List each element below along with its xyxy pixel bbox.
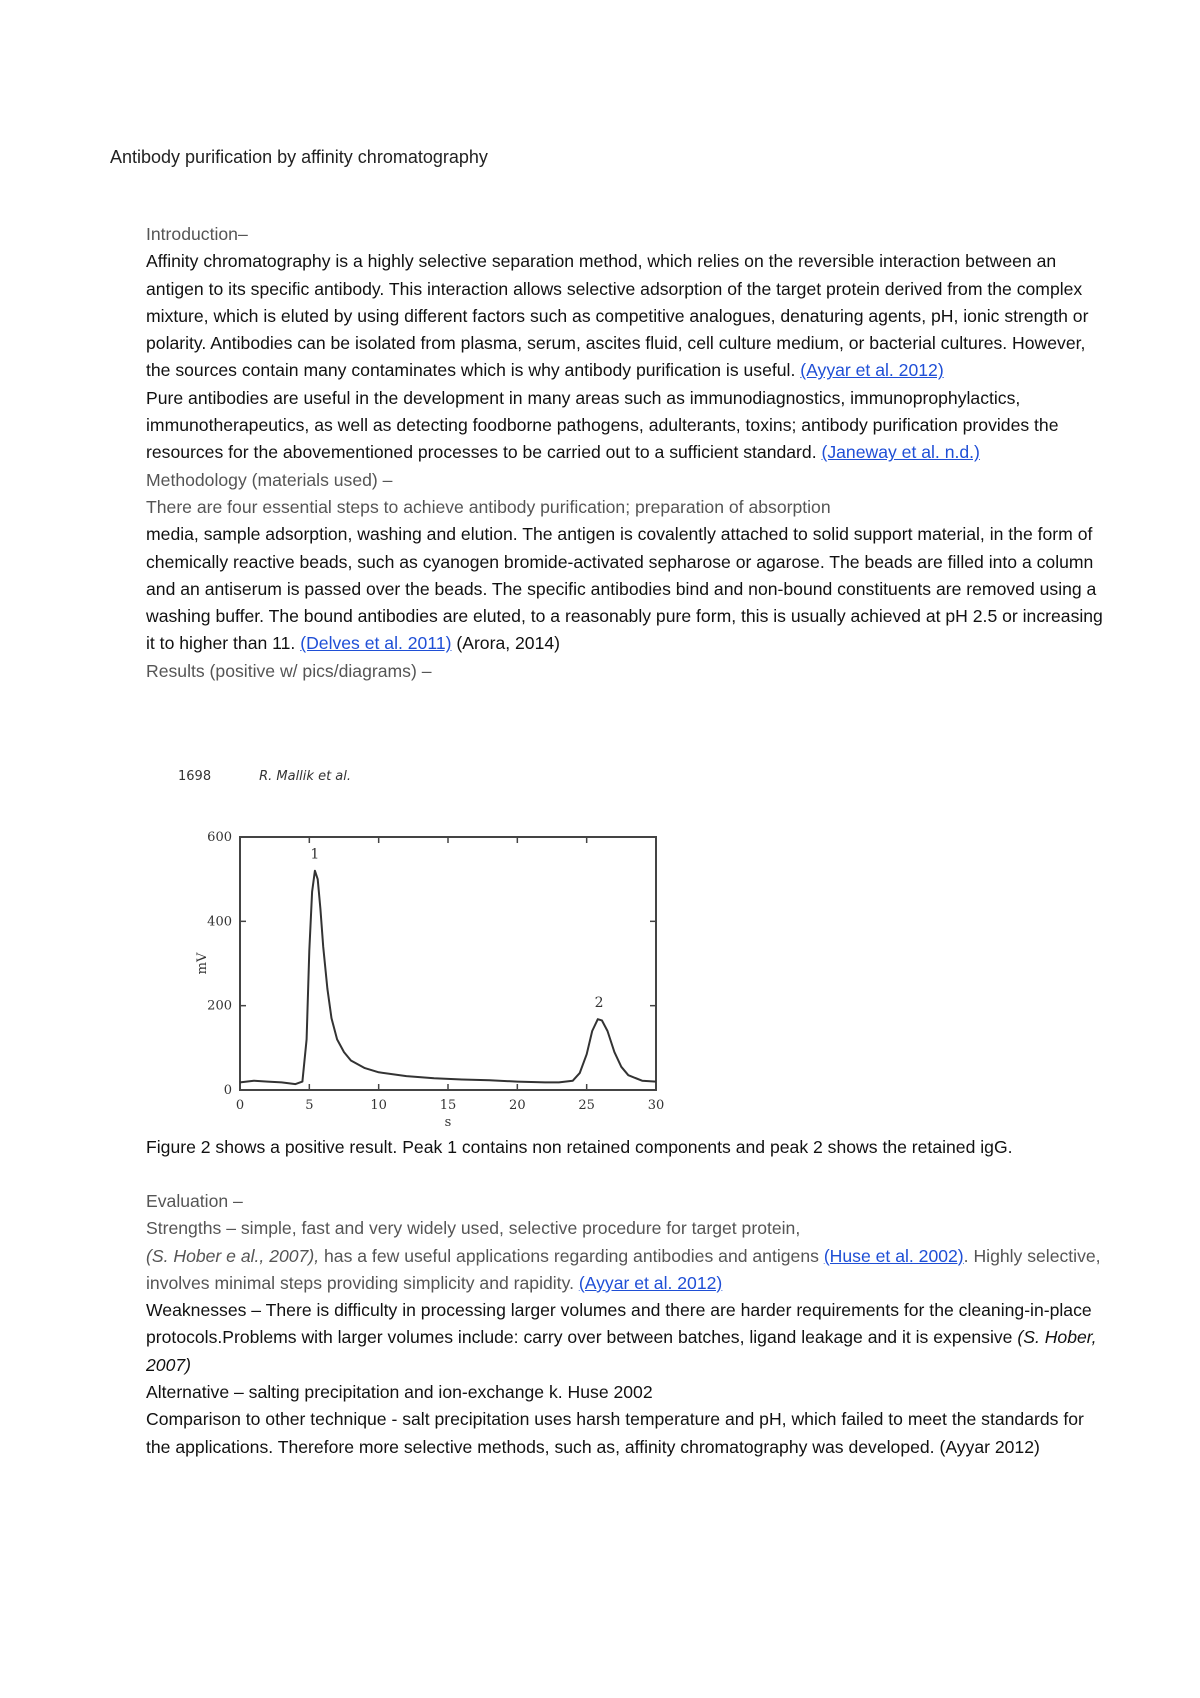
x-axis-label: s [444,1115,452,1130]
figure-page-number: 1698 [178,769,212,784]
y-tick-label: 600 [207,830,232,845]
intro-paragraph [146,248,1106,384]
citation-hober-1: (S. Hober e al., 2007), [146,1245,320,1266]
citation-hober-2: (S. Hober, 2007) [146,1327,1097,1375]
strengths-paragraph [146,1243,1106,1298]
x-tick-label: 0 [235,1098,245,1113]
citation-link-janeway[interactable]: (Janeway et al. n.d.) [821,442,980,463]
citation-link-delves[interactable]: (Delves et al. 2011) [300,633,452,654]
peak-label: 2 [594,995,604,1012]
method-text-2: media, sample adsorption, washing and elution. The antigen is covalently attached to solid support material, in the form of chemically reactive beads, such as cyanogen bromide-activated sepharose or agarose. The beads are filled into a column and an antiserum is passed over the beads. The specific antibodies bind and non-bound constituents are removed using a washing buffer. The bound antibodies are eluted, to a reasonably pure form, this is usually achieved at pH 2.5 or increasing it to higher than 11. [146,524,1103,654]
document-body [146,221,1106,685]
citation-arora: (Arora, 2014) [456,633,561,654]
intro-heading: Introduction– [146,224,248,244]
weaknesses-paragraph [146,1297,1106,1379]
weaknesses-text: Weaknesses – There is difficulty in processing larger volumes and there are harder requirements for the cleaning-in-place protocols.Problems with larger volumes include: carry over between batches, ligand leakage and it is expensive [146,1300,1092,1348]
method-text-1: There are four essential steps to achieve antibody purification; preparation of absorption [146,496,831,517]
evaluation-heading: Evaluation – [146,1191,243,1211]
strengths-text-3: . Highly selective, involves minimal steps providing simplicity and rapidity. [146,1245,1101,1293]
alternative-text: Alternative – salting precipitation and ion-exchange k. Huse 2002 [146,1382,653,1403]
peak-label: 1 [310,846,320,863]
y-tick-label: 400 [207,914,232,930]
y-tick-label: 0 [223,1083,232,1098]
x-tick-label: 30 [647,1098,665,1113]
intro-text: Affinity chromatography is a highly selective separation method, which relies on the reversible interaction between an antigen to its specific antibody. This interaction allows selective adsorption of the target protein derived from the complex mixture, which is eluted by using different factors such as competitive analogues, denaturing agents, pH, ionic strength or polarity. Antibodies can be isolated from plasma, serum, ascites fluid, cell culture medium, or bacterial cultures. However, the sources contain many contaminates which is why antibody purification is useful. [146,251,1089,381]
y-axis-label: mV [195,952,210,975]
figure-source-header [178,769,399,784]
figure-caption: Figure 2 shows a positive result. Peak 1 contains non retained components and peak 2 shows the retained igG. [146,1137,1013,1157]
intro-text-2: Pure antibodies are useful in the development in many areas such as immunodiagnostics, immunoprophylactics, immunotherapeutics, as well as detecting foodborne pathogens, adulterants, toxins; antibody purification provides the resources for the abovementioned processes to be carried out to a sufficient standard. [146,387,1059,463]
comparison-text: Comparison to other technique - salt precipitation uses harsh temperature and pH, which failed to meet the standards for the applications. Therefore more selective methods, such as, affinity chromatography was developed. (Ayyar 2012) [146,1409,1084,1457]
document-title: Antibody purification by affinity chromatography [110,147,488,167]
x-tick-label: 20 [509,1098,526,1113]
chromatogram-chart [160,800,670,1130]
citation-link-huse[interactable]: (Huse et al. 2002) [823,1245,964,1266]
intro-paragraph-2 [146,385,1106,467]
citation-link-ayyar-2[interactable]: (Ayyar et al. 2012) [578,1272,723,1293]
x-tick-label: 15 [439,1098,457,1113]
strengths-text: Strengths – simple, fast and very widely used, selective procedure for target protein, [146,1218,801,1239]
plot-frame [240,837,656,1090]
x-tick-label: 25 [578,1098,595,1113]
x-tick-label: 10 [370,1098,387,1113]
chromatogram-line [240,871,656,1084]
x-tick-label: 5 [305,1098,314,1113]
figure-author: R. Mallik et al. [259,769,352,784]
results-heading: Results (positive w/ pics/diagrams) – [146,660,432,681]
method-paragraph [146,521,1106,657]
method-heading: Methodology (materials used) – [146,469,393,490]
alternative-paragraph [146,1379,1106,1406]
evaluation-section [146,1188,1106,1461]
y-tick-label: 200 [207,998,232,1014]
strengths-text-2: has a few useful applications regarding antibodies and antigens [319,1245,824,1266]
citation-link-ayyar[interactable]: (Ayyar et al. 2012) [800,360,944,381]
